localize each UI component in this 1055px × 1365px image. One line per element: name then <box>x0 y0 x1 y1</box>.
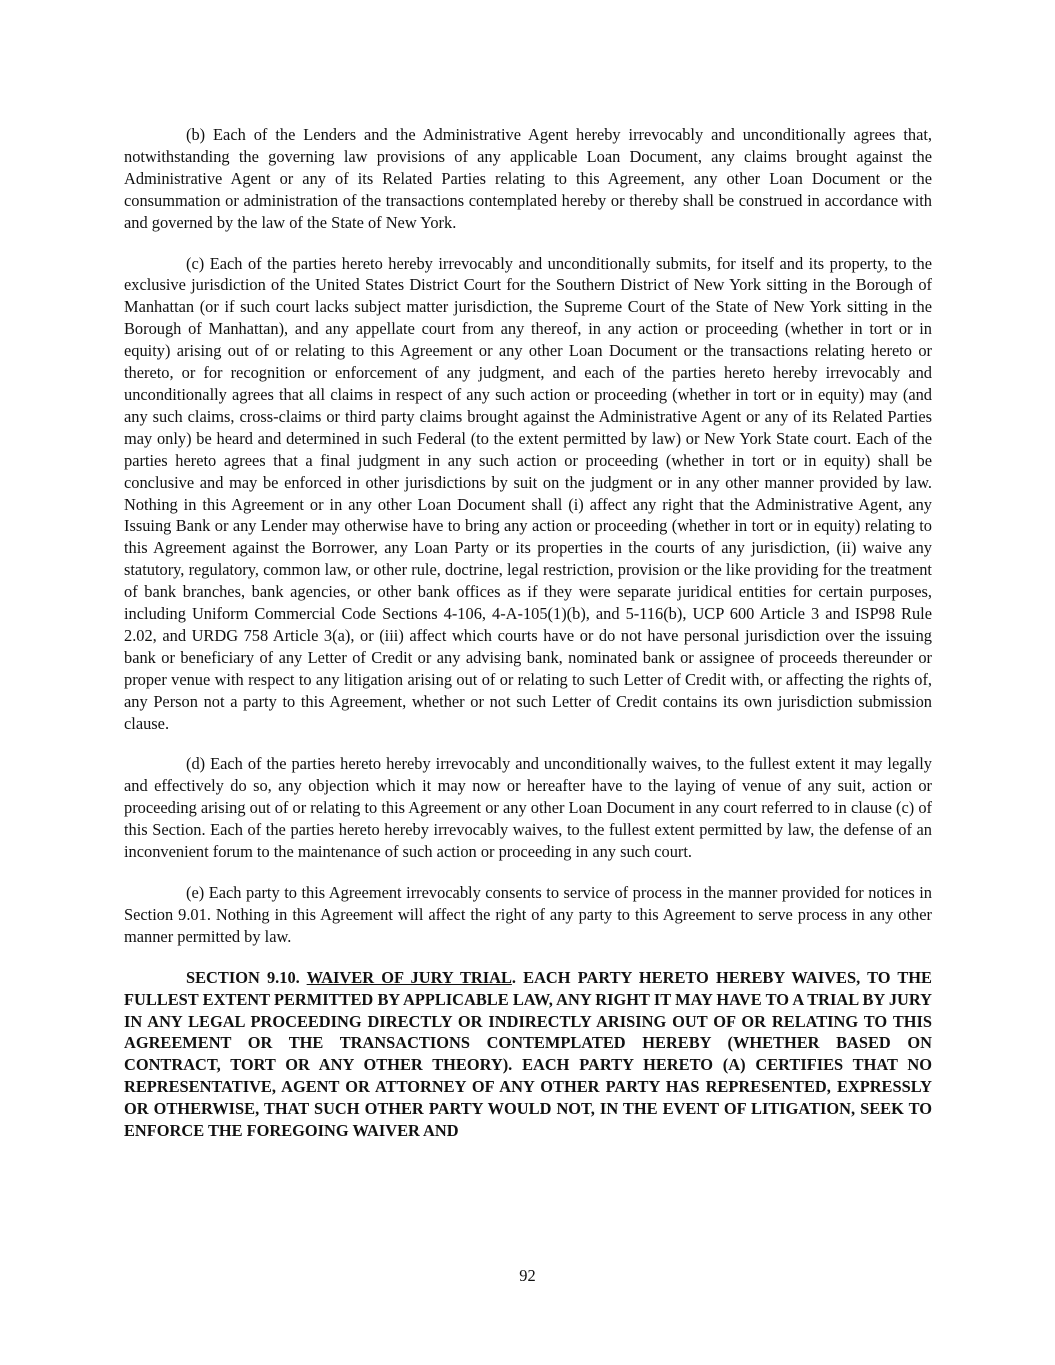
section-body: . EACH PARTY HERETO HEREBY WAIVES, TO THE FULLEST EXTENT PERMITTED BY APPLICABLE LAW, ANY RIGHT IT MAY HAVE TO A TRIAL BY JURY IN ANY LEGAL PROCEEDING DIRECTLY OR INDIRECTLY ARISING OUT OF OR RELATING TO THIS AGREEMENT OR THE TRANSACTIONS CONTEMPLATED HEREBY (WHETHER BASED ON CONTRACT, TORT OR ANY OTHER THEORY). EACH PARTY HERETO (A) CERTIFIES THAT NO REPRESENTATIVE, AGENT OR ATTORNEY OF ANY OTHER PARTY HAS REPRESENTED, EXPRESSLY OR OTHERWISE, THAT SUCH OTHER PARTY WOULD NOT, IN THE EVENT OF LITIGATION, SEEK TO ENFORCE THE FOREGOING WAIVER AND <box>124 967 932 1141</box>
paragraph-e: (e) Each party to this Agreement irrevocably consents to service of process in the manner provided for notices in Section 9.01. Nothing in this Agreement will affect the right of any party to this Agreement to serve process in any other manner permitted by law. <box>124 883 932 946</box>
paragraph-c: (c) Each of the parties hereto hereby irrevocably and unconditionally submits, for itself and its property, to the exclusive jurisdiction of the United States District Court for the Southern District of New York sitting in the Borough of Manhattan (or if such court lacks subject matter jurisdiction, the Supreme Court of the State of New York sitting in the Borough of Manhattan), and any appellate court from any thereof, in any action or proceeding (whether in tort or in equity) arising out of or relating to this Agreement or any other Loan Document or the transactions relating hereto or thereto, or for recognition or enforcement of any judgment, and each of the parties hereto hereby irrevocably and unconditionally agrees that all claims in respect of any such action or proceeding (whether in tort or in equity) may (and any such claims, cross-claims or third party claims brought against the Administrative Agent or any of its Related Parties may only) be heard and determined in such Federal (to the extent permitted by law) or New York State court. Each of the parties hereto agrees that a final judgment in any such action or proceeding (whether in tort or in equity) shall be conclusive and may be enforced in other jurisdictions by suit on the judgment or in any other manner provided by law. Nothing in this Agreement or in any other Loan Document shall (i) affect any right that the Administrative Agent, any Issuing Bank or any Lender may otherwise have to bring any action or proceeding (whether in tort or in equity) relating to this Agreement against the Borrower, any Loan Party or its properties in the courts of any jurisdiction, (ii) waive any statutory, regulatory, common law, or other rule, doctrine, legal restriction, provision or the like providing for the treatment of bank branches, bank agencies, or other bank offices as if they were separate juridical entities for certain purposes, including Uniform Commercial Code Sections 4-106, 4-A-105(1)(b), and 5-116(b), UCP 600 Article 3 and ISP98 Rule 2.02, and URDG 758 Article 3(a), or (iii) affect which courts have or do not have personal jurisdiction over the issuing bank or beneficiary of any Letter of Credit or any advising bank, nominated bank or assignee of proceeds thereunder or proper venue with respect to any litigation arising out of or relating to such Letter of Credit with, or affecting the rights of, any Person not a party to this Agreement, whether or not such Letter of Credit contains its own jurisdiction submission clause. <box>124 253 932 733</box>
section-heading: WAIVER OF JURY TRIAL <box>306 967 512 987</box>
paragraph-d: (d) Each of the parties hereto hereby irrevocably and unconditionally waives, to the fullest extent it may legally and effectively do so, any objection which it may now or hereafter have to the laying of venue of any suit, action or proceeding arising out of or relating to this Agreement or any other Loan Document in any court referred to in clause (c) of this Section. Each of the parties hereto hereby irrevocably waives, to the fullest extent permitted by law, the defense of an inconvenient forum to the maintenance of such action or proceeding in any such court. <box>124 754 932 862</box>
page-number: 92 <box>519 1266 536 1285</box>
section-9-10 <box>124 967 932 1142</box>
paragraph-b: (b) Each of the Lenders and the Administrative Agent hereby irrevocably and unconditionally agrees that, notwithstanding the governing law provisions of any applicable Loan Document, any claims brought against the Administrative Agent or any of its Related Parties relating to this Agreement, any other Loan Document or the consummation or administration of the transactions contemplated hereby or thereby shall be construed in accordance with and governed by the law of the State of New York. <box>124 125 932 232</box>
section-number: SECTION 9.10. <box>186 967 300 987</box>
document-page <box>124 124 932 1142</box>
